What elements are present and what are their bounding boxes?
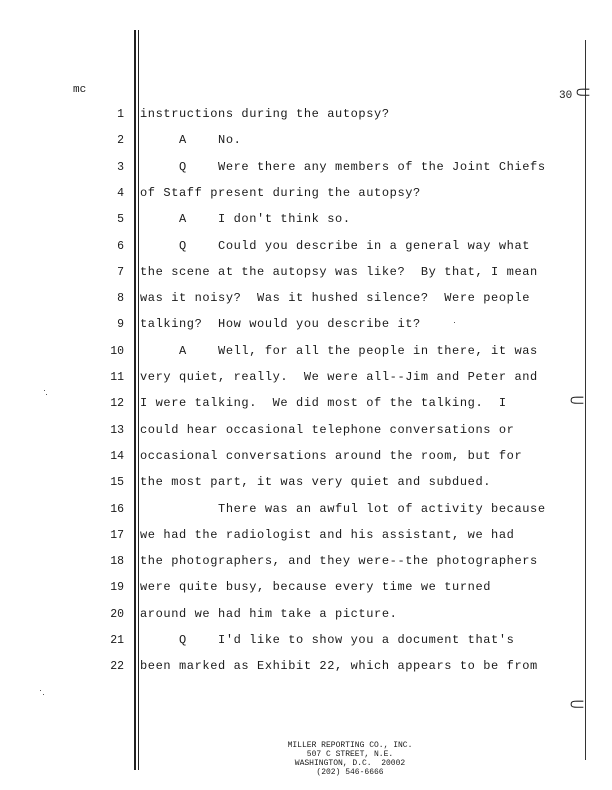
line-text: There was an awful lot of activity because	[140, 502, 546, 516]
line-number: 14	[110, 450, 124, 463]
line-number: 1	[117, 108, 124, 121]
line-number: 6	[117, 240, 124, 253]
footer-street: 507 C STREET, N.E.	[306, 750, 394, 759]
line-number: 2	[117, 134, 124, 147]
line-number: 20	[110, 608, 124, 621]
left-margin-line-inner	[138, 30, 139, 770]
line-text: Q Could you describe in a general way what	[140, 239, 531, 253]
line-number: 17	[110, 529, 124, 542]
line-number: 5	[117, 213, 124, 226]
binding-hook-icon: ⸦	[566, 694, 589, 719]
page-number: 30	[559, 90, 573, 102]
footer-phone: (202) 546-6666	[316, 768, 384, 777]
line-text: was it noisy? Was it hushed silence? Were people	[140, 291, 531, 305]
line-number: 12	[110, 397, 124, 410]
line-number: 13	[110, 424, 124, 437]
line-number: 4	[117, 187, 124, 200]
line-text: the scene at the autopsy was like? By that, I mean	[140, 265, 538, 279]
line-number: 11	[110, 371, 124, 384]
line-text: the photographers, and they were--the photographers	[140, 554, 538, 568]
line-text: of Staff present during the autopsy?	[140, 186, 421, 200]
line-text: A I don't think so.	[140, 212, 351, 226]
line-number: 19	[110, 581, 124, 594]
line-text: occasional conversations around the room, but for	[140, 449, 523, 463]
scan-speck	[40, 690, 41, 691]
line-text: been marked as Exhibit 22, which appears to be from	[140, 659, 538, 673]
line-number: 21	[110, 634, 124, 647]
line-number: 22	[110, 660, 124, 673]
line-text: very quiet, really. We were all--Jim and Peter and	[140, 370, 538, 384]
binding-hook-icon: ⸦	[572, 82, 595, 107]
scan-speck	[454, 322, 455, 323]
line-text: talking? How would you describe it?	[140, 317, 421, 331]
line-text: around we had him take a picture.	[140, 607, 398, 621]
line-number: 9	[117, 318, 124, 331]
line-text: Q Were there any members of the Joint Chiefs	[140, 160, 546, 174]
footer-city: WASHINGTON, D.C. 20002	[294, 759, 406, 768]
line-text: were quite busy, because every time we turned	[140, 580, 492, 594]
scan-speck	[46, 394, 47, 395]
line-text: instructions during the autopsy?	[140, 107, 390, 121]
line-number: 18	[110, 555, 124, 568]
line-text: could hear occasional telephone conversations or	[140, 423, 515, 437]
line-text: Q I'd like to show you a document that's	[140, 633, 515, 647]
left-margin-line	[134, 30, 136, 770]
line-number: 16	[110, 503, 124, 516]
line-number: 7	[117, 266, 124, 279]
line-text: A No.	[140, 133, 242, 147]
line-text: the most part, it was very quiet and subdued.	[140, 475, 492, 489]
footer-company: MILLER REPORTING CO., INC.	[287, 741, 413, 750]
scan-speck	[43, 694, 44, 695]
binding-hook-icon: ⸦	[566, 390, 589, 415]
line-number: 15	[110, 476, 124, 489]
line-number: 8	[117, 292, 124, 305]
reporter-initials: mc	[73, 84, 87, 96]
line-number: 10	[110, 345, 124, 358]
line-text: I were talking. We did most of the talking. I	[140, 396, 507, 410]
reporter-footer	[0, 741, 612, 777]
line-text: A Well, for all the people in there, it was	[140, 344, 538, 358]
scan-speck	[44, 390, 45, 391]
line-number: 3	[117, 161, 124, 174]
line-text: we had the radiologist and his assistant, we had	[140, 528, 515, 542]
